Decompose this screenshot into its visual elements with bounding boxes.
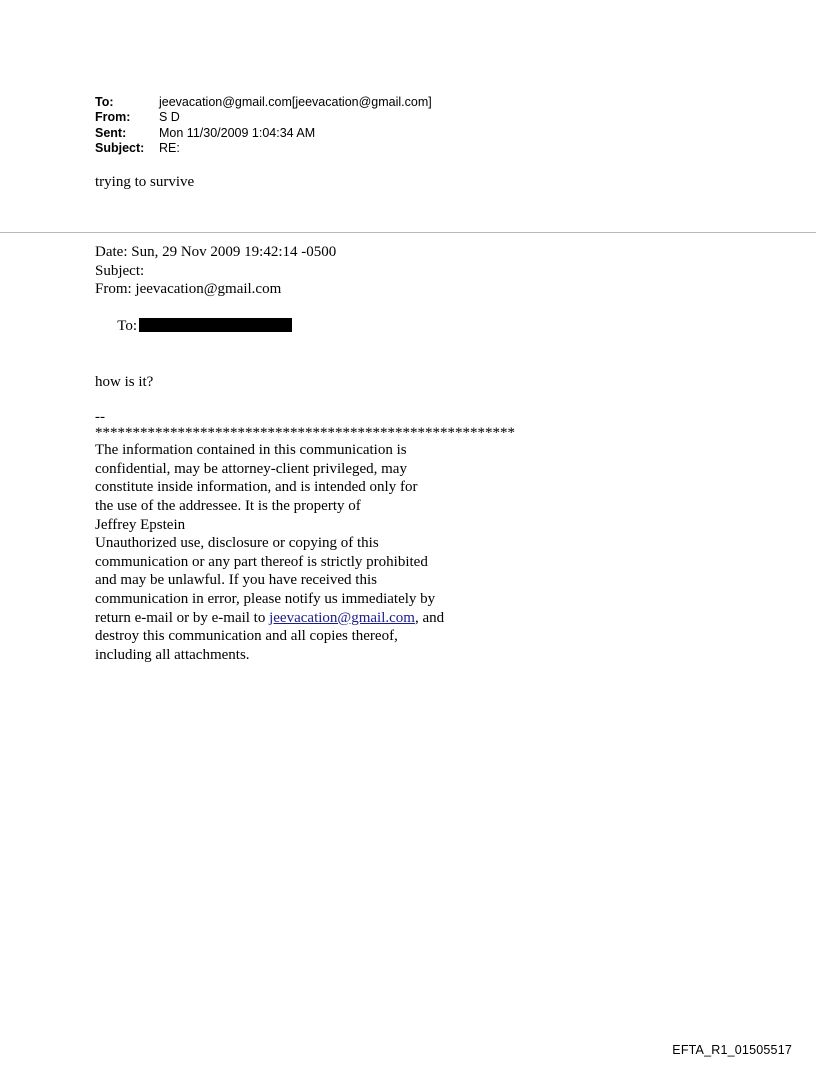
header-row-sent	[95, 126, 432, 141]
quoted-subject-line: Subject:	[95, 262, 145, 279]
disclaimer-owner-name: Jeffrey Epstein	[95, 516, 186, 533]
signature-separator: --	[95, 409, 105, 426]
header-value-to: jeevacation@gmail.com[jeevacation@gmail.com]	[159, 95, 432, 109]
header-value-subject: RE:	[159, 140, 180, 155]
spacer	[95, 391, 735, 409]
header-value-from: S D	[159, 110, 180, 125]
quoted-message-text: how is it?	[95, 373, 154, 390]
email-header	[95, 95, 432, 156]
message-body-text: trying to survive	[95, 174, 195, 190]
disclaimer-email-link[interactable]: jeevacation@gmail.com	[269, 609, 415, 626]
quoted-to-line	[95, 299, 735, 355]
header-row-from	[95, 110, 432, 125]
disclaimer-line: communication in error, please notify us immediately by	[95, 590, 436, 607]
spacer	[95, 355, 735, 373]
disclaimer-return-suffix: , and	[414, 609, 445, 626]
confidentiality-disclaimer	[95, 441, 735, 664]
quoted-from-line: From: jeevacation@gmail.com	[95, 281, 282, 298]
disclaimer-line: communication or any part thereof is strictly prohibited	[95, 553, 428, 570]
header-label-sent: Sent:	[95, 125, 127, 140]
header-label-subject: Subject:	[95, 140, 145, 155]
quoted-to-label: To:	[117, 318, 138, 335]
quoted-message	[95, 243, 735, 664]
disclaimer-return-line	[95, 609, 735, 628]
disclaimer-line: and may be unlawful. If you have received this	[95, 572, 377, 589]
header-value-sent: Mon 11/30/2009 1:04:34 AM	[159, 125, 316, 140]
disclaimer-line: the use of the addressee. It is the property of	[95, 497, 361, 514]
header-label-to: To:	[95, 95, 114, 109]
redaction-bar	[139, 318, 292, 332]
disclaimer-line: Unauthorized use, disclosure or copying of this	[95, 535, 379, 552]
bates-number: EFTA_R1_01505517	[672, 1043, 792, 1057]
header-label-from: From:	[95, 110, 131, 125]
header-row-to	[95, 95, 432, 110]
disclaimer-return-prefix: return e-mail or by e-mail to	[95, 609, 270, 626]
disclaimer-star-rule: ********************************************************	[95, 425, 515, 442]
disclaimer-line: constitute inside information, and is intended only for	[95, 479, 418, 496]
quoted-date-line: Date: Sun, 29 Nov 2009 19:42:14 -0500	[95, 244, 337, 260]
disclaimer-line: including all attachments.	[95, 646, 250, 663]
disclaimer-line: The information contained in this communication is	[95, 442, 407, 459]
section-divider	[0, 232, 816, 233]
disclaimer-line: confidential, may be attorney-client privileged, may	[95, 460, 407, 477]
disclaimer-line: destroy this communication and all copies thereof,	[95, 628, 398, 645]
header-row-subject	[95, 141, 432, 156]
